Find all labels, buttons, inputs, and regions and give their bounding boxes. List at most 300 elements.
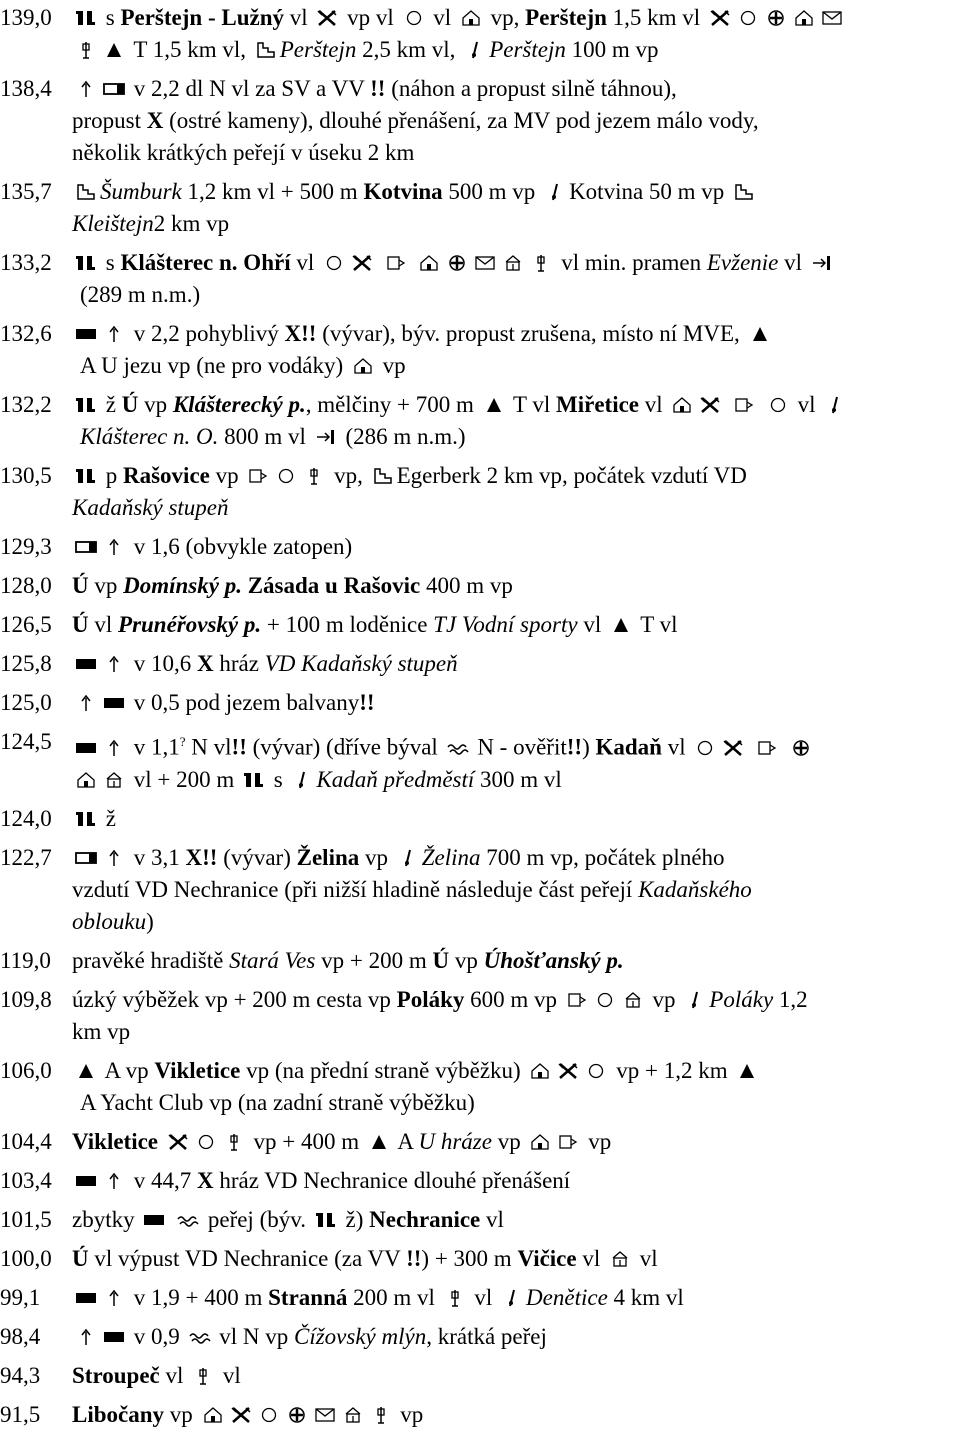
text-segment: U hráze (418, 1128, 492, 1154)
river-km-marker: 125,8 (0, 651, 52, 676)
river-km-entry (0, 247, 960, 311)
text-segment: v 44,7 (128, 1167, 197, 1193)
arrow-icon (75, 80, 97, 98)
wave-icon (189, 1328, 211, 1346)
entry-line (72, 1360, 960, 1392)
text-segment: ž (100, 805, 116, 831)
bus-icon (530, 254, 552, 272)
text-segment: X!! (284, 321, 317, 346)
text-segment: s (268, 766, 289, 792)
restaurant-icon (316, 9, 338, 27)
text-segment: vl (217, 1362, 241, 1388)
text-segment: X (197, 1167, 214, 1193)
text-segment: 700 m vp, počátek plného (480, 844, 725, 870)
text-segment: ž) (339, 1206, 370, 1232)
text-segment: v 1,6 (obvykle zatopen) (128, 534, 353, 559)
text-segment (158, 1129, 164, 1154)
entry-line (72, 1399, 960, 1431)
text-segment: (vývar), býv. propust zrušena, místo ní MVE, (316, 321, 746, 346)
river-km-marker: 132,2 (0, 392, 52, 417)
text-segment: vp (na přední straně výběžku) (240, 1057, 527, 1083)
text-segment: Poláky (396, 986, 465, 1012)
arrow-icon (75, 694, 97, 712)
text-segment: Rašovice (123, 463, 210, 488)
train-icon (824, 396, 846, 414)
weir-icon (75, 254, 97, 272)
box-open-icon (75, 538, 97, 556)
text-segment: N - ověřit (471, 734, 567, 760)
text-segment: Čížovský mlýn (294, 1323, 427, 1349)
river-km-marker: 103,4 (0, 1167, 52, 1193)
river-km-marker: 130,5 (0, 463, 52, 488)
text-segment: Kleištejn (72, 211, 154, 236)
river-km-marker: 138,4 (0, 76, 52, 101)
entry-line (72, 764, 960, 796)
shop-icon (756, 739, 778, 757)
wave-icon (177, 1211, 199, 1229)
text-segment: Libočany (72, 1401, 165, 1427)
circle-icon (767, 396, 789, 414)
crossplus-icon (446, 254, 468, 272)
entry-line (72, 531, 960, 563)
entry-line (72, 1204, 960, 1236)
text-segment: vl (639, 392, 669, 417)
text-segment: 400 m vp (420, 573, 513, 598)
circle-icon (323, 254, 345, 272)
train-icon (501, 1289, 523, 1307)
text-segment: Perštejn (279, 37, 357, 62)
text-segment: Poláky (709, 986, 774, 1012)
entry-line (72, 1321, 960, 1353)
text-segment: Perštejn (525, 5, 607, 30)
text-segment: vl (468, 1284, 499, 1310)
text-segment: Klášterec n. O. (80, 424, 219, 449)
entry-line (72, 460, 960, 492)
tent-icon (75, 1062, 97, 1080)
tent-icon (736, 1062, 758, 1080)
text-segment: vp (394, 1401, 424, 1427)
entry-line (72, 842, 960, 874)
entry-line (72, 1165, 960, 1197)
box-filled-icon (143, 1211, 165, 1229)
text-segment (781, 735, 787, 760)
hut-icon (622, 991, 644, 1009)
restaurant-icon (709, 9, 731, 27)
river-km-entry (0, 1399, 960, 1431)
text-segment: v 2,2 pohyblivý (128, 321, 285, 346)
entry-line (72, 492, 960, 524)
text-segment (758, 392, 764, 417)
text-segment: !! (231, 734, 247, 760)
text-segment: vl (88, 612, 119, 637)
text-segment: v 3,1 (128, 844, 186, 870)
bus-icon (192, 1367, 214, 1385)
bus-icon (75, 41, 97, 59)
entry-line (72, 350, 960, 382)
text-segment: v 2,2 dl N vl za SV a VV (128, 76, 371, 101)
river-km-entry (0, 531, 960, 563)
river-km-entry (0, 570, 960, 602)
river-km-entry (0, 648, 960, 680)
text-segment: vp (376, 353, 406, 378)
entry-line (72, 389, 960, 421)
text-segment: p (100, 463, 123, 488)
text-segment: ? (179, 734, 186, 749)
text-segment: hráz VD Nechranice dlouhé přenášení (213, 1167, 571, 1193)
river-km-entry (0, 176, 960, 240)
entry-line (72, 945, 960, 977)
train-icon (684, 991, 706, 1009)
text-segment: 300 m vl (474, 766, 562, 792)
text-segment: 200 m vl (347, 1284, 441, 1310)
box-filled-icon (75, 325, 97, 343)
text-segment: + 100 m loděnice (261, 612, 434, 637)
box-filled-icon (75, 1172, 97, 1190)
weir-icon (75, 810, 97, 828)
text-segment: vp, (328, 463, 369, 488)
text-segment: vp (209, 463, 245, 488)
river-km-marker: 139,0 (0, 5, 52, 30)
restaurant-icon (722, 739, 744, 757)
text-segment: v 0,9 (128, 1323, 186, 1349)
text-segment (724, 392, 730, 417)
castle-icon (75, 183, 97, 201)
text-segment: Ú (432, 947, 450, 973)
text-segment: Želina (296, 844, 360, 870)
river-km-marker: 129,3 (0, 534, 52, 559)
river-km-marker: 122,7 (0, 844, 52, 870)
text-segment: Egerberk 2 km vp, počátek vzdutí VD (396, 463, 747, 488)
text-segment: Denětice (526, 1284, 608, 1310)
bus-icon (223, 1133, 245, 1151)
text-segment: ) + 300 m (421, 1245, 518, 1271)
text-segment: 4 km vl (607, 1284, 684, 1310)
text-segment: Kadaň předměstí (316, 766, 475, 792)
shop-icon (247, 467, 269, 485)
text-segment: ž (100, 392, 122, 417)
box-open-icon (75, 849, 97, 867)
entry-line (72, 247, 960, 279)
entry-line (72, 1016, 960, 1048)
river-km-marker: 91,5 (0, 1401, 41, 1427)
river-km-entry (0, 1360, 960, 1392)
arrow-icon (103, 655, 125, 673)
arrow-icon (103, 325, 125, 343)
text-segment: !! (566, 734, 583, 760)
box-filled-icon (103, 1328, 125, 1346)
envelope-icon (821, 9, 843, 27)
text-segment: s (100, 5, 121, 30)
house-icon (202, 1406, 224, 1424)
river-km-entry (0, 1055, 960, 1119)
text-segment: peřej (býv. (202, 1206, 312, 1232)
text-segment: (289 m n.m.) (80, 282, 201, 307)
restaurant-icon (557, 1062, 579, 1080)
tent-icon (749, 325, 771, 343)
hut-icon (103, 771, 125, 789)
river-km-entry (0, 803, 960, 835)
text-segment: X!! (185, 844, 218, 870)
river-km-marker: 124,5 (0, 729, 52, 754)
bus-icon (303, 467, 325, 485)
text-segment: T vl (634, 612, 678, 637)
entry-line (72, 984, 960, 1016)
house-icon (529, 1062, 551, 1080)
entry-line (72, 318, 960, 350)
text-segment: !! (406, 1245, 422, 1271)
text-segment: Šumburk (100, 179, 182, 204)
house-icon (352, 357, 374, 375)
text-segment: vzdutí VD Nechranice (při nižší hladině následuje část peřejí (72, 876, 639, 902)
text-segment: 800 m vl (218, 424, 312, 449)
entry-line (72, 421, 960, 453)
text-segment (747, 735, 753, 760)
text-segment: Kadaňského (638, 876, 752, 902)
text-segment: N vl (185, 734, 232, 760)
text-segment: vp (491, 1128, 527, 1154)
text-segment: Evžen (706, 250, 762, 275)
house-icon (793, 9, 815, 27)
text-segment: vl (576, 1245, 606, 1271)
weir-icon (75, 467, 97, 485)
envelope-icon (474, 254, 496, 272)
text-segment: 1,5 km vl (606, 5, 706, 30)
weir-icon (315, 1211, 337, 1229)
text-segment: s (100, 250, 121, 275)
castle-icon (372, 467, 394, 485)
text-segment: v 0,5 pod jezem balvany (128, 690, 360, 715)
text-segment: !! (359, 690, 375, 715)
text-segment: Stroupeč (72, 1362, 160, 1388)
text-segment: (ostré kameny), dlouhé přenášení, za MV pod jezem málo vody, (163, 108, 759, 133)
tent-icon (103, 41, 125, 59)
river-km-entry (0, 389, 960, 453)
train-icon (544, 183, 566, 201)
text-segment: vl výpust VD Nechranice (za VV (88, 1245, 407, 1271)
text-segment: Klášterec n. Ohří (120, 250, 291, 275)
river-km-marker: 100,0 (0, 1245, 52, 1271)
entry-line (72, 874, 960, 906)
river-km-entry (0, 687, 960, 719)
circle-icon (195, 1133, 217, 1151)
box-filled-icon (75, 1289, 97, 1307)
river-km-entry (0, 1126, 960, 1158)
text-segment: Želina (421, 844, 481, 870)
text-segment: vl (159, 1362, 190, 1388)
text-segment: vl N vp (213, 1323, 294, 1349)
shop-icon (385, 254, 407, 272)
gauge-icon (811, 254, 833, 272)
river-km-marker: 119,0 (0, 947, 51, 973)
river-km-entry (0, 842, 960, 938)
entry-line (72, 803, 960, 835)
text-segment: úzký výběžek vp + 200 m cesta vp (72, 986, 397, 1012)
gauge-icon (315, 428, 337, 446)
weir-icon (75, 9, 97, 27)
weir-icon (75, 396, 97, 414)
text-segment: ) (582, 734, 596, 760)
river-km-marker: 125,0 (0, 690, 52, 715)
text-segment: zbytky (72, 1206, 141, 1232)
river-km-marker: 135,7 (0, 179, 52, 204)
text-segment: Perštejn - Lužný (120, 5, 284, 30)
circle-icon (737, 9, 759, 27)
text-segment: Ú (72, 1245, 89, 1271)
text-segment: vp + 400 m (247, 1128, 365, 1154)
box-filled-icon (75, 655, 97, 673)
text-segment: (286 m n.m.) (339, 424, 466, 449)
circle-icon (403, 9, 425, 27)
text-segment: ) (146, 908, 154, 934)
train-icon (464, 41, 486, 59)
river-km-marker: 104,4 (0, 1128, 52, 1154)
text-segment: T vl (507, 392, 557, 417)
text-segment: A (392, 1128, 419, 1154)
text-segment: vl (480, 1206, 504, 1232)
box-filled-icon (75, 739, 97, 757)
text-segment: TJ Vodní sporty (433, 612, 578, 637)
text-segment: Kotvina (363, 179, 443, 204)
circle-icon (594, 991, 616, 1009)
entry-line (72, 176, 960, 208)
text-segment: ie (761, 250, 779, 275)
castle-icon (255, 41, 277, 59)
text-segment: Perštejn (489, 37, 566, 62)
text-segment: vp (449, 947, 484, 973)
text-segment (168, 1207, 174, 1232)
text-segment: VD Kadaňský stupeň (264, 651, 458, 676)
text-segment: vp (646, 986, 682, 1012)
text-segment: A U jezu vp (ne pro vodáky) (80, 353, 349, 378)
text-segment (410, 250, 416, 275)
river-km-entry (0, 73, 960, 169)
circle-icon (694, 739, 716, 757)
river-km-marker: 128,0 (0, 573, 52, 598)
text-segment: vl (778, 250, 808, 275)
hut-icon (609, 1250, 631, 1268)
river-km-entry (0, 1243, 960, 1275)
text-segment: (vývar) (dříve býval (246, 734, 444, 760)
entry-line (72, 570, 960, 602)
box-filled-icon (103, 694, 125, 712)
text-segment: vl (661, 734, 692, 760)
river-km-marker: 124,0 (0, 805, 52, 831)
text-segment: vp (582, 1128, 612, 1154)
text-segment: vl (283, 5, 314, 30)
text-segment: Vikletice (154, 1057, 241, 1083)
text-segment: Stranná (268, 1284, 348, 1310)
house-icon (460, 9, 482, 27)
train-icon (291, 771, 313, 789)
entry-line (72, 137, 960, 169)
text-segment: vl min. pramen (555, 250, 707, 275)
text-segment: 2 km vp (153, 211, 230, 236)
text-segment: vp (88, 573, 124, 598)
arrow-icon (103, 849, 125, 867)
river-km-marker: 99,1 (0, 1284, 41, 1310)
river-km-entry (0, 945, 960, 977)
house-icon (671, 396, 693, 414)
shop-icon (733, 396, 755, 414)
text-segment: 500 m vp (442, 179, 542, 204)
text-segment: vp (359, 844, 394, 870)
text-segment: Zásada u Rašovic (247, 573, 421, 598)
text-segment: 2,5 km vl, (356, 37, 462, 62)
arrow-icon (103, 538, 125, 556)
text-segment: Vičice (517, 1245, 577, 1271)
text-segment: Kadaň (595, 734, 662, 760)
text-segment: vp (138, 392, 173, 417)
entry-line (72, 1243, 960, 1275)
entry-line (72, 648, 960, 680)
castle-icon (733, 183, 755, 201)
river-km-entry (0, 1165, 960, 1197)
envelope-icon (314, 1406, 336, 1424)
text-segment: Ú (121, 392, 139, 417)
river-km-entry (0, 1204, 960, 1236)
text-segment: vp vl (341, 5, 400, 30)
tent-icon (610, 616, 632, 634)
river-km-marker: 106,0 (0, 1057, 52, 1083)
crossplus-icon (286, 1406, 308, 1424)
entry-line (72, 105, 960, 137)
text-segment: , mělčiny + 700 m (305, 392, 480, 417)
river-km-marker: 132,6 (0, 321, 52, 346)
river-km-marker: 101,5 (0, 1206, 52, 1232)
text-segment: 1,2 (773, 986, 808, 1012)
text-segment: vl (427, 5, 457, 30)
entry-line (72, 1126, 960, 1158)
entry-line (72, 687, 960, 719)
arrow-icon (103, 1172, 125, 1190)
text-segment: T 1,5 km vl, (128, 37, 252, 62)
text-segment: Nechranice (369, 1206, 481, 1232)
text-segment: vl + 200 m (128, 766, 241, 792)
text-segment: Úhošťanský p. (483, 947, 624, 973)
river-km-entry (0, 460, 960, 524)
text-segment: X (197, 651, 214, 676)
text-segment: Kotvina 50 m vp (569, 179, 731, 204)
restaurant-icon (167, 1133, 189, 1151)
text-segment: Prunéřovský p. (118, 612, 262, 637)
text-segment: oblouku (72, 908, 147, 934)
river-km-entry (0, 2, 960, 66)
entry-line (72, 2, 960, 34)
text-segment: (náhon a propust silně táhnou), (385, 76, 677, 101)
river-km-entry (0, 318, 960, 382)
entry-line (72, 609, 960, 641)
entry-line (72, 279, 960, 311)
house-icon (529, 1133, 551, 1151)
text-segment: 1,2 km vl + 500 m (181, 179, 364, 204)
text-segment: , krátká peřej (426, 1323, 547, 1349)
bus-icon (444, 1289, 466, 1307)
shop-icon (566, 991, 588, 1009)
hut-icon (342, 1406, 364, 1424)
wave-icon (447, 739, 469, 757)
text-segment: 600 m vp (464, 986, 563, 1012)
text-segment: propust (72, 108, 147, 133)
restaurant-icon (230, 1406, 252, 1424)
text-segment: Miřetice (556, 392, 639, 417)
river-km-entry (0, 1282, 960, 1314)
crossplus-icon (765, 9, 787, 27)
river-km-entry (0, 726, 960, 796)
circle-icon (275, 467, 297, 485)
text-segment: Stará Ves (229, 947, 316, 973)
shop-icon (557, 1133, 579, 1151)
text-segment: v 1,1 (128, 734, 180, 760)
